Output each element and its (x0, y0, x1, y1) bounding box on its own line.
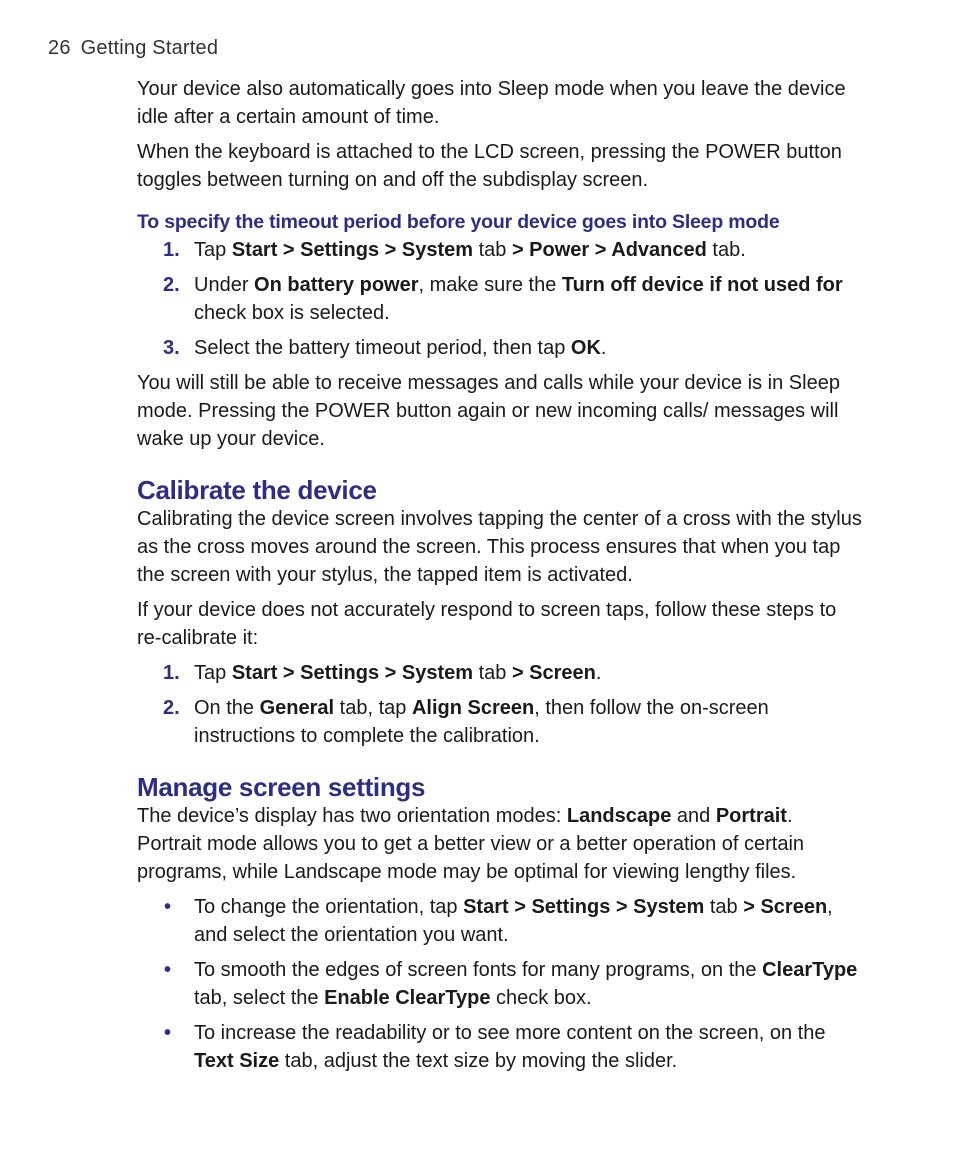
intro-paragraph-1: Your device also automatically goes into Sleep mode when you leave the device idle after a certain amount of time. (137, 78, 846, 128)
list-item: 2. Under On battery power, make sure the Turn off device if not used for check box is selected. (137, 271, 862, 327)
calibrate-heading: Calibrate the device (137, 475, 377, 505)
timeout-procedure-title: To specify the timeout period before your device goes into Sleep mode (137, 211, 780, 233)
bullet-icon: • (164, 959, 172, 981)
intro-paragraph-2: When the keyboard is attached to the LCD screen, pressing the POWER button toggles between turning on and off the subdisplay screen. (137, 141, 842, 191)
section-title: Getting Started (80, 37, 219, 59)
list-item: 3. Select the battery timeout period, then tap OK. (137, 334, 862, 362)
list-item: 1. Tap Start > Settings > System tab > Screen. (137, 659, 862, 687)
screen-settings-heading: Manage screen settings (137, 772, 426, 802)
page-content (137, 75, 862, 1082)
bullet-icon: • (164, 1022, 172, 1044)
list-item: 1. Tap Start > Settings > System tab > Power > Advanced tab. (137, 236, 862, 264)
list-item: 2. On the General tab, tap Align Screen, then follow the on-screen instructions to complete the calibration. (137, 694, 862, 750)
calibrate-steps (137, 659, 862, 750)
list-item: • To change the orientation, tap Start > Settings > System tab > Screen, and select the orientation you want. (137, 893, 862, 949)
screen-settings-intro: The device’s display has two orientation modes: Landscape and Portrait. Portrait mode allows you to get a better view or a better operation of certain programs, while Landscape mode may be optimal for viewing lengthy files. (137, 805, 805, 883)
sleep-note-paragraph: You will still be able to receive messages and calls while your device is in Sleep mode. Pressing the POWER button again or new incoming calls/ messages will wake up your device. (137, 372, 840, 450)
list-item: • To increase the readability or to see more content on the screen, on the Text Size tab, adjust the text size by moving the slider. (137, 1019, 862, 1075)
bullet-icon: • (164, 896, 172, 918)
step-number: 2. (163, 697, 180, 719)
calibrate-paragraph-1: Calibrating the device screen involves tapping the center of a cross with the stylus as the cross moves around the screen. This process ensures that when you tap the screen with your stylus, the tapped item is activated. (137, 508, 862, 586)
step-number: 1. (163, 662, 180, 684)
page-header (48, 37, 218, 60)
step-number: 1. (163, 239, 180, 261)
timeout-steps (137, 236, 862, 362)
screen-settings-bullets (137, 893, 862, 1075)
page-number: 26 (48, 37, 71, 59)
list-item: • To smooth the edges of screen fonts for many programs, on the ClearType tab, select the Enable ClearType check box. (137, 956, 862, 1012)
step-number: 3. (163, 337, 180, 359)
calibrate-paragraph-2: If your device does not accurately respond to screen taps, follow these steps to re-calibrate it: (137, 599, 837, 649)
step-number: 2. (163, 274, 180, 296)
